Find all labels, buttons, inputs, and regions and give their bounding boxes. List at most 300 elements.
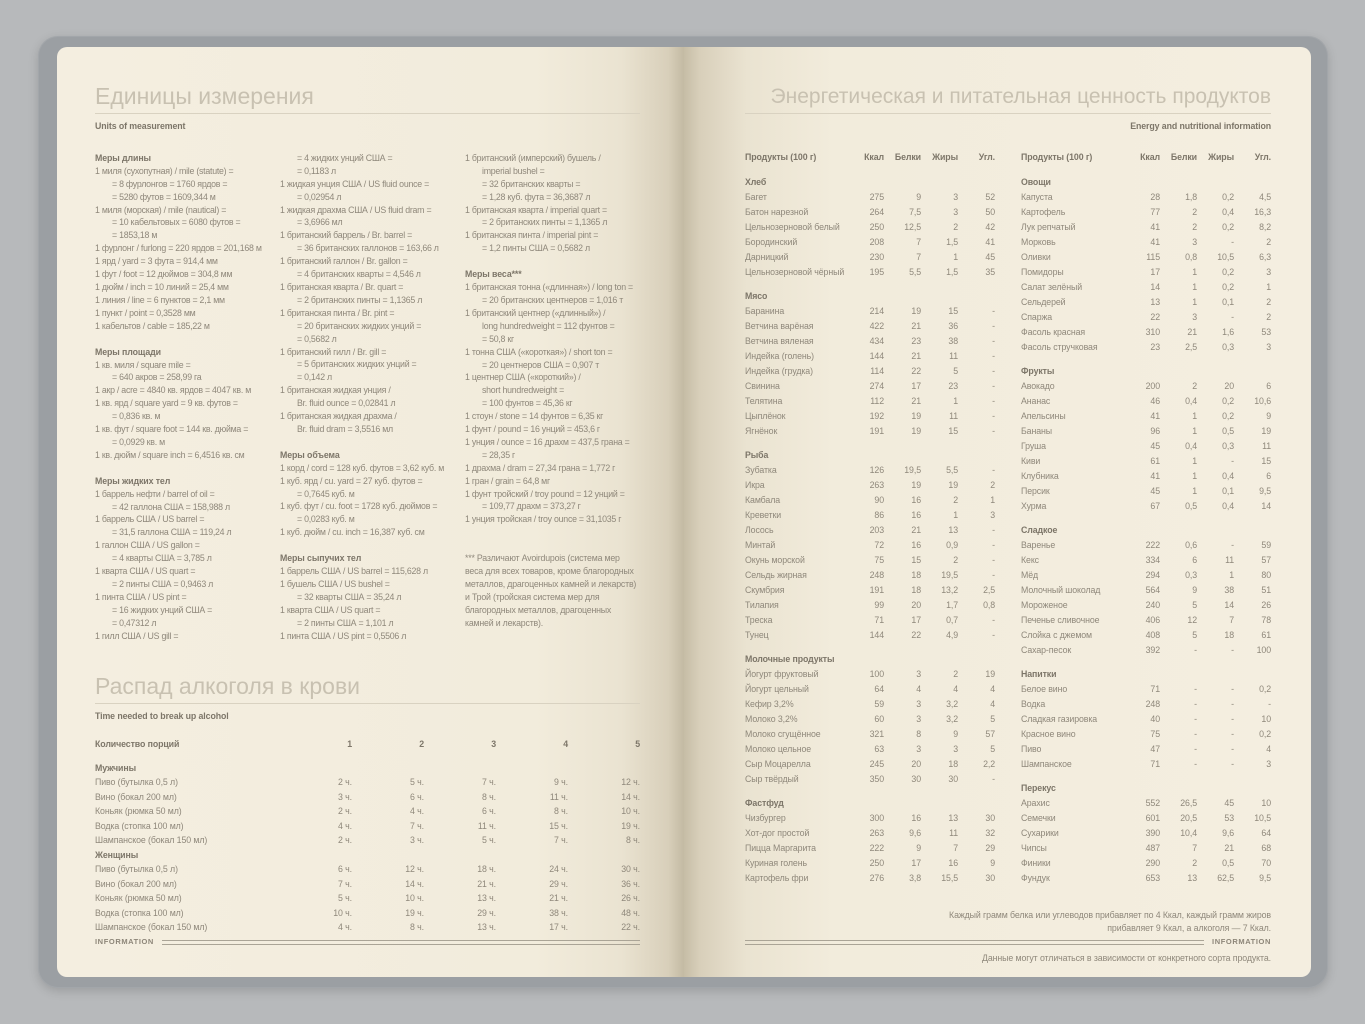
units-line: 1 кабельтов / cable = 185,22 м xyxy=(95,320,210,331)
nutrition-row xyxy=(1021,206,1271,221)
nutrition-column-2 xyxy=(1021,151,1271,887)
nutrition-product: Икра xyxy=(745,479,765,490)
nutrition-value: 0,2 xyxy=(1222,191,1234,202)
units-line: = 1853,18 м xyxy=(112,230,158,241)
nutrition-value: 64 xyxy=(1261,827,1271,838)
nutrition-value: 1 xyxy=(990,494,995,505)
nutrition-header-product: Продукты (100 г) xyxy=(1021,151,1093,162)
units-line: 1 гилл США / US gill = xyxy=(95,630,179,641)
nutrition-value: 3 xyxy=(1192,236,1197,247)
nutrition-value: 7 xyxy=(916,251,921,262)
alcohol-cell: 6 ч. xyxy=(482,806,496,817)
nutrition-value: - xyxy=(992,425,995,436)
nutrition-value: - xyxy=(1231,539,1234,550)
nutrition-row xyxy=(745,236,995,251)
nutrition-section-title: Рыба xyxy=(745,449,769,460)
alcohol-cell: 13 ч. xyxy=(477,922,496,933)
nutrition-value: 17 xyxy=(911,614,921,625)
alcohol-row-label: Водка (стопка 100 мл) xyxy=(95,820,184,831)
alcohol-cell: 8 ч. xyxy=(410,922,424,933)
nutrition-value: - xyxy=(992,395,995,406)
nutrition-value: 75 xyxy=(874,554,884,565)
nutrition-section-title: Фрукты xyxy=(1021,365,1055,376)
alcohol-cell: 18 ч. xyxy=(477,864,496,875)
alcohol-group-title: Мужчины xyxy=(95,762,136,773)
alcohol-header-cell: 3 xyxy=(491,739,496,750)
nutrition-value: 2 xyxy=(953,494,958,505)
nutrition-value: 22 xyxy=(911,629,921,640)
alcohol-cell: 9 ч. xyxy=(554,777,568,788)
nutrition-product: Картофель xyxy=(1021,206,1066,217)
nutrition-value: 22 xyxy=(911,365,921,376)
nutrition-value: 248 xyxy=(1145,698,1160,709)
nutrition-product: Индейка (грудка) xyxy=(745,365,813,376)
nutrition-value: 112 xyxy=(870,395,884,406)
nutrition-value: 9 xyxy=(953,728,958,739)
units-line: = 16 жидких унций США = xyxy=(112,604,213,615)
nutrition-value: 19 xyxy=(911,479,921,490)
alcohol-header-cell: 5 xyxy=(635,739,640,750)
units-line: 1 британский (имперский) бушель / xyxy=(465,152,601,163)
alcohol-cell: 5 ч. xyxy=(482,835,496,846)
nutrition-value: 16 xyxy=(911,812,921,823)
units-line: = 10 кабельтовых = 6080 футов = xyxy=(112,217,241,228)
nutrition-value: 10 xyxy=(1261,797,1271,808)
nutrition-value: 7 xyxy=(916,236,921,247)
nutrition-row xyxy=(745,266,995,281)
nutrition-value: 0,2 xyxy=(1222,395,1234,406)
alcohol-cell: 7 ч. xyxy=(338,878,352,889)
nutrition-value: 0,4 xyxy=(1222,470,1234,481)
nutrition-value: 191 xyxy=(869,584,884,595)
nutrition-value: 601 xyxy=(1145,812,1160,823)
nutrition-value: 21 xyxy=(911,395,921,406)
nutrition-value: 3 xyxy=(953,191,958,202)
nutrition-value: 1,7 xyxy=(946,599,958,610)
nutrition-product: Картофель фри xyxy=(745,872,809,883)
alcohol-header-cell: 2 xyxy=(419,739,424,750)
nutrition-row xyxy=(1021,236,1271,251)
nutrition-value: 14 xyxy=(1224,599,1234,610)
alcohol-cell: 4 ч. xyxy=(410,806,424,817)
units-line: = 5 британских жидких унций = xyxy=(297,359,417,370)
nutrition-value: 126 xyxy=(869,464,884,475)
nutrition-value: 51 xyxy=(1261,584,1271,595)
nutrition-value: 245 xyxy=(869,758,884,769)
units-line: 1 британская пинта / imperial pint = xyxy=(465,230,599,241)
nutrition-value: 11 xyxy=(949,350,958,361)
units-line: = 20 британских центнеров = 1,016 т xyxy=(482,294,624,305)
nutrition-product: Помидоры xyxy=(1021,266,1064,277)
nutrition-row xyxy=(745,758,995,773)
nutrition-value: - xyxy=(1231,713,1234,724)
nutrition-value: 63 xyxy=(874,743,884,754)
units-line: = 0,5682 л xyxy=(297,333,337,344)
nutrition-value: 276 xyxy=(869,872,884,883)
alcohol-row-label: Водка (стопка 100 мл) xyxy=(95,907,184,918)
alcohol-header-cell: 4 xyxy=(563,739,568,750)
nutrition-product: Куриная голень xyxy=(745,857,807,868)
nutrition-value: 30 xyxy=(911,773,921,784)
nutrition-value: 15 xyxy=(911,554,921,565)
units-line: 1 кв. фут / square foot = 144 кв. дюйма = xyxy=(95,424,249,435)
units-line: = 31,5 галлона США = 119,24 л xyxy=(112,527,232,538)
nutrition-value: 191 xyxy=(869,425,884,436)
units-line: = 0,02954 л xyxy=(297,191,342,202)
nutrition-product: Индейка (голень) xyxy=(745,350,814,361)
nutrition-row xyxy=(745,350,995,365)
nutrition-value: 7 xyxy=(1229,614,1234,625)
nutrition-product: Тунец xyxy=(745,629,769,640)
nutrition-value: 100 xyxy=(1256,644,1271,655)
nutrition-product: Сыр Моцарелла xyxy=(745,758,811,769)
nutrition-value: 2 xyxy=(1266,296,1271,307)
units-columns xyxy=(95,152,640,643)
alcohol-cell: 2 ч. xyxy=(338,835,352,846)
units-line: 1 британский гилл / Br. gill = xyxy=(280,346,387,357)
nutrition-value: - xyxy=(992,539,995,550)
nutrition-value: - xyxy=(1231,683,1234,694)
nutrition-value: 2 xyxy=(1192,221,1197,232)
units-section-title: Меры веса*** xyxy=(465,269,522,280)
nutrition-row xyxy=(1021,644,1271,659)
nutrition-value: 1 xyxy=(1192,281,1197,292)
nutrition-header-cell: Ккал xyxy=(864,151,884,162)
nutrition-value: 13,2 xyxy=(941,584,958,595)
nutrition-value: 4 xyxy=(990,683,995,694)
units-section xyxy=(95,152,269,333)
units-line: 1 линия / line = 6 пунктов = 2,1 мм xyxy=(95,294,225,305)
units-line: = 4 кварты США = 3,785 л xyxy=(112,553,212,564)
alcohol-cell: 21 ч. xyxy=(549,893,568,904)
units-line: = 0,0283 куб. м xyxy=(297,514,355,525)
nutrition-value: 17 xyxy=(911,857,921,868)
nutrition-product: Цыплёнок xyxy=(745,410,786,421)
units-section-title: Меры сыпучих тел xyxy=(280,553,362,564)
nutrition-value: 0,1 xyxy=(1222,296,1234,307)
nutrition-value: 4 xyxy=(953,683,958,694)
alcohol-cell: 2 ч. xyxy=(338,777,352,788)
nutrition-value: 3 xyxy=(990,509,995,520)
nutrition-value: 1,5 xyxy=(946,236,958,247)
nutrition-row xyxy=(1021,569,1271,584)
nutrition-value: 19 xyxy=(911,410,921,421)
alcohol-cell: 6 ч. xyxy=(338,864,352,875)
nutrition-value: - xyxy=(1268,698,1271,709)
units-line: 1 центнер США («короткий») / xyxy=(465,372,581,383)
nutrition-value: 13 xyxy=(948,812,958,823)
nutrition-row xyxy=(745,206,995,221)
nutrition-value: 114 xyxy=(870,365,884,376)
units-line: = 0,7645 куб. м xyxy=(297,488,355,499)
nutrition-row xyxy=(745,335,995,350)
nutrition-header-row xyxy=(745,151,995,166)
units-section xyxy=(465,268,639,630)
alcohol-cell: 3 ч. xyxy=(410,835,424,846)
nutrition-value: - xyxy=(1231,758,1234,769)
nutrition-value: 45 xyxy=(1224,797,1234,808)
nutrition-row xyxy=(745,509,995,524)
units-line: = 42 галлона США = 158,988 л xyxy=(112,501,230,512)
nutrition-product: Йогурт фруктовый xyxy=(745,668,819,679)
nutrition-value: 13 xyxy=(948,524,958,535)
nutrition-value: 18 xyxy=(948,758,958,769)
units-line: = 2 пинты США = 1,101 л xyxy=(297,617,394,628)
nutrition-value: 23 xyxy=(1150,341,1160,352)
nutrition-row xyxy=(745,410,995,425)
units-line: = 20 британских жидких унций = xyxy=(297,320,422,331)
units-line: Br. fluid dram = 3,5516 мл xyxy=(297,423,393,434)
nutrition-header-cell: Жиры xyxy=(932,151,958,162)
units-line: = 32 британских кварты = xyxy=(482,178,581,189)
nutrition-row xyxy=(1021,221,1271,236)
alcohol-row-label: Пиво (бутылка 0,5 л) xyxy=(95,864,178,875)
nutrition-row xyxy=(1021,812,1271,827)
alcohol-cell: 10 ч. xyxy=(333,907,352,918)
nutrition-value: 5 xyxy=(1192,629,1197,640)
nutrition-value: 46 xyxy=(1150,395,1160,406)
units-line: 1 корд / cord = 128 куб. футов = 3,62 куб. м xyxy=(280,462,445,473)
nutrition-row xyxy=(745,425,995,440)
nutrition-value: 64 xyxy=(874,683,884,694)
nutrition-value: 408 xyxy=(1145,629,1160,640)
nutrition-value: 434 xyxy=(869,335,884,346)
nutrition-row xyxy=(1021,713,1271,728)
nutrition-value: 1 xyxy=(1192,455,1197,466)
nutrition-section-title: Молочные продукты xyxy=(745,653,835,664)
units-line: = 109,77 драхм = 373,27 г xyxy=(482,501,581,512)
units-line: = 5280 футов = 1609,344 м xyxy=(112,191,216,202)
nutrition-value: 19 xyxy=(911,425,921,436)
alcohol-row xyxy=(95,834,640,849)
nutrition-row xyxy=(1021,395,1271,410)
nutrition-product: Оливки xyxy=(1021,251,1051,262)
nutrition-product: Пицца Маргарита xyxy=(745,842,816,853)
nutrition-header-cell: Белки xyxy=(1170,151,1197,162)
nutrition-row xyxy=(745,569,995,584)
nutrition-value: 1 xyxy=(1192,266,1197,277)
nutrition-value: 294 xyxy=(1145,569,1160,580)
nutrition-value: 19,5 xyxy=(904,464,921,475)
nutrition-value: 32 xyxy=(985,827,995,838)
nutrition-row xyxy=(1021,380,1271,395)
nutrition-value: 12,5 xyxy=(904,221,921,232)
nutrition-value: - xyxy=(1231,644,1234,655)
nutrition-value: 16 xyxy=(911,539,921,550)
alcohol-cell: 13 ч. xyxy=(477,893,496,904)
nutrition-value: 263 xyxy=(869,827,884,838)
alcohol-header-label: Количество порций xyxy=(95,739,180,750)
nutrition-product: Финики xyxy=(1021,857,1051,868)
nutrition-product: Киви xyxy=(1021,455,1041,466)
alcohol-cell: 22 ч. xyxy=(621,922,640,933)
nutrition-row xyxy=(1021,872,1271,887)
units-line: 1 британская пинта / Br. pint = xyxy=(280,307,395,318)
nutrition-value: 3,2 xyxy=(946,713,958,724)
nutrition-value: 19,5 xyxy=(941,569,958,580)
nutrition-product: Тилапия xyxy=(745,599,779,610)
nutrition-value: 38 xyxy=(1224,584,1234,595)
nutrition-value: 2,2 xyxy=(983,758,995,769)
nutrition-value: 3 xyxy=(1192,311,1197,322)
nutrition-value: 208 xyxy=(869,236,884,247)
nutrition-product: Сыр твёрдый xyxy=(745,773,799,784)
nutrition-value: 75 xyxy=(1150,728,1160,739)
nutrition-row xyxy=(1021,341,1271,356)
nutrition-value: 41 xyxy=(1150,470,1160,481)
nutrition-value: 0,4 xyxy=(1222,500,1234,511)
nutrition-value: 18 xyxy=(911,584,921,595)
nutrition-section-title: Мясо xyxy=(745,290,768,301)
units-line: = 1,2 пинты США = 0,5682 л xyxy=(482,243,590,254)
nutrition-product: Груша xyxy=(1021,440,1046,451)
nutrition-value: 86 xyxy=(874,509,884,520)
nutrition-value: 45 xyxy=(985,251,995,262)
nutrition-row xyxy=(1021,539,1271,554)
nutrition-value: 3 xyxy=(916,668,921,679)
alcohol-cell: 19 ч. xyxy=(621,820,640,831)
units-title: Единицы измерения xyxy=(95,83,314,109)
units-line: 1 гран / grain = 64,8 мг xyxy=(465,475,550,486)
nutrition-value: 264 xyxy=(869,206,884,217)
units-line: 1 жидкая драхма США / US fluid dram = xyxy=(280,204,432,215)
nutrition-product: Шампанское xyxy=(1021,758,1072,769)
alcohol-row-label: Пиво (бутылка 0,5 л) xyxy=(95,777,178,788)
nutrition-value: - xyxy=(1194,683,1197,694)
kcal-footnote: Каждый грамм белка или углеводов прибавляет по 4 Ккал, каждый грамм жиров прибавляет 9 Ккал, а алкоголя — 7 Ккал. xyxy=(949,909,1271,934)
nutrition-product: Клубника xyxy=(1021,470,1059,481)
alcohol-row xyxy=(95,878,640,893)
nutrition-product: Креветки xyxy=(745,509,782,520)
units-column-3 xyxy=(465,152,639,643)
variation-footnote: Данные могут отличаться в зависимости от конкретного сорта продукта. xyxy=(982,952,1271,963)
nutrition-value: 4,9 xyxy=(946,629,958,640)
nutrition-value: 1 xyxy=(1192,470,1197,481)
nutrition-value: 10,4 xyxy=(1180,827,1197,838)
nutrition-value: - xyxy=(992,773,995,784)
alcohol-row-label: Коньяк (рюмка 50 мл) xyxy=(95,893,182,904)
nutrition-value: 2 xyxy=(1192,206,1197,217)
units-line: = 0,0929 кв. м xyxy=(112,436,165,447)
alcohol-cell: 14 ч. xyxy=(405,878,424,889)
nutrition-product: Ананас xyxy=(1021,395,1051,406)
nutrition-value: 0,5 xyxy=(1185,500,1197,511)
nutrition-value: 70 xyxy=(1261,857,1271,868)
nutrition-value: 22 xyxy=(1150,311,1160,322)
nutrition-value: 0,7 xyxy=(946,614,958,625)
nutrition-value: 222 xyxy=(1145,539,1160,550)
units-line: 1 миля (сухопутная) / mile (statute) = xyxy=(95,165,234,176)
nutrition-row xyxy=(745,599,995,614)
alcohol-row xyxy=(95,892,640,907)
nutrition-value: 71 xyxy=(1150,758,1160,769)
nutrition-value: - xyxy=(1194,758,1197,769)
units-line: 1 британская жидкая унция / xyxy=(280,385,391,396)
nutrition-value: 3,8 xyxy=(909,872,921,883)
nutrition-value: 11 xyxy=(1262,440,1271,451)
nutrition-product: Апельсины xyxy=(1021,410,1066,421)
nutrition-value: 250 xyxy=(869,857,884,868)
nutrition-value: 40 xyxy=(1150,713,1160,724)
nutrition-row xyxy=(745,539,995,554)
nutrition-value: 552 xyxy=(1145,797,1160,808)
units-line: = 2 британских пинты = 1,1365 л xyxy=(482,217,608,228)
nutrition-value: - xyxy=(1231,743,1234,754)
units-line: 1 британская кварта / Br. quart = xyxy=(280,281,404,292)
nutrition-value: 1,8 xyxy=(1185,191,1197,202)
nutrition-row xyxy=(745,698,995,713)
nutrition-value: 8 xyxy=(916,728,921,739)
alcohol-cell: 7 ч. xyxy=(482,777,496,788)
nutrition-value: 38 xyxy=(948,335,958,346)
nutrition-value: 0,8 xyxy=(983,599,995,610)
alcohol-cell: 30 ч. xyxy=(621,864,640,875)
nutrition-product: Молоко цельное xyxy=(745,743,812,754)
units-line: = 0,836 кв. м xyxy=(112,411,161,422)
alcohol-row-label: Вино (бокал 200 мл) xyxy=(95,878,177,889)
nutrition-header-row xyxy=(1021,151,1271,166)
nutrition-product: Печенье сливочное xyxy=(1021,614,1100,625)
nutrition-row xyxy=(745,251,995,266)
nutrition-product: Варенье xyxy=(1021,539,1056,550)
units-line: = 32 кварты США = 35,24 л xyxy=(297,591,402,602)
nutrition-row xyxy=(745,479,995,494)
units-line: 1 пинта США / US pint = 0,5506 л xyxy=(280,630,407,641)
nutrition-product: Слойка с джемом xyxy=(1021,629,1093,640)
nutrition-product: Мёд xyxy=(1021,569,1039,580)
nutrition-value: 1 xyxy=(1192,485,1197,496)
nutrition-row xyxy=(1021,827,1271,842)
nutrition-product: Батон нарезной xyxy=(745,206,809,217)
alcohol-cell: 7 ч. xyxy=(410,820,424,831)
nutrition-value: 67 xyxy=(1150,500,1160,511)
nutrition-product: Мороженое xyxy=(1021,599,1068,610)
nutrition-value: - xyxy=(992,365,995,376)
units-line: 1 британский галлон / Br. gallon = xyxy=(280,256,408,267)
nutrition-value: 275 xyxy=(869,191,884,202)
nutrition-product: Молоко сгущённое xyxy=(745,728,821,739)
nutrition-product: Хот-дог простой xyxy=(745,827,810,838)
units-section xyxy=(280,449,454,539)
units-footnote: *** Различают Avoirdupois (система мер веса для всех товаров, кроме благородных металлов, драгоценных камней и лекарств) и Трой (тройская система мер для благородных металлов, драгоценных камней и лекарств). xyxy=(465,553,637,628)
nutrition-value: 30 xyxy=(985,872,995,883)
nutrition-value: 0,6 xyxy=(1185,539,1197,550)
units-title-rule xyxy=(95,113,640,114)
alcohol-cell: 6 ч. xyxy=(410,791,424,802)
nutrition-value: 14 xyxy=(1150,281,1160,292)
alcohol-cell: 29 ч. xyxy=(549,878,568,889)
nutrition-row xyxy=(745,812,995,827)
footer-left-label: INFORMATION xyxy=(95,937,154,947)
alcohol-cell: 5 ч. xyxy=(338,893,352,904)
nutrition-value: - xyxy=(992,380,995,391)
nutrition-row xyxy=(1021,698,1271,713)
nutrition-value: - xyxy=(992,569,995,580)
nutrition-section-title: Перекус xyxy=(1021,782,1056,793)
units-line: Br. fluid ounce = 0,02841 л xyxy=(297,398,396,409)
nutrition-row xyxy=(1021,425,1271,440)
nutrition-value: 214 xyxy=(869,305,884,316)
nutrition-value: 115 xyxy=(1146,251,1160,262)
nutrition-value: 10,5 xyxy=(1254,812,1271,823)
nutrition-value: - xyxy=(992,629,995,640)
nutrition-value: 144 xyxy=(869,350,884,361)
nutrition-value: 53 xyxy=(1224,812,1234,823)
nutrition-value: 0,9 xyxy=(946,539,958,550)
nutrition-section-title: Овощи xyxy=(1021,176,1051,187)
nutrition-value: 15 xyxy=(948,425,958,436)
nutrition-value: 3,2 xyxy=(946,698,958,709)
